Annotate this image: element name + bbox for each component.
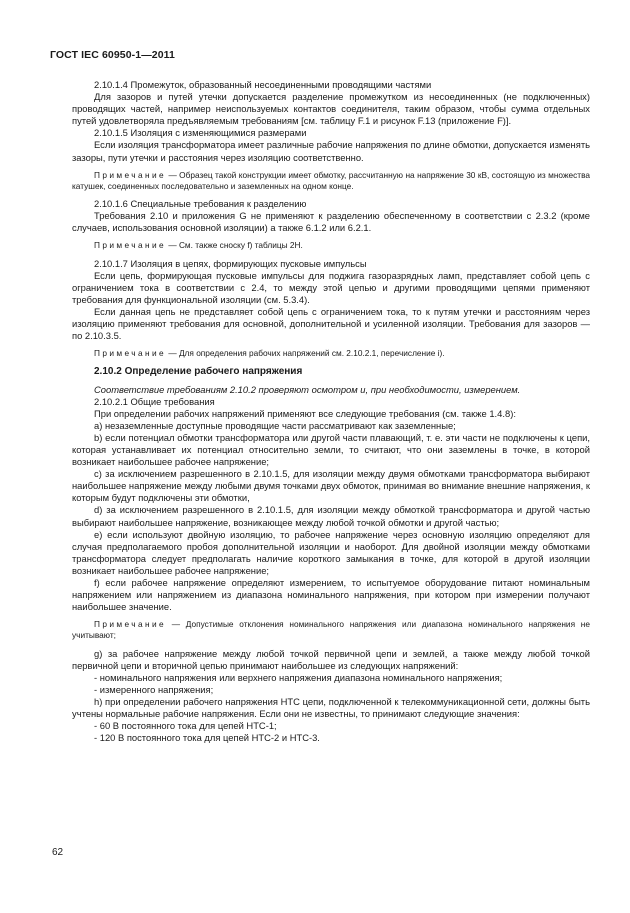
paragraph: Для зазоров и путей утечки допускается разделение промежутком из несоединенных (не подключенных) проводящих частей, например неиспользуемых контактов соединителя, таким образом, чтобы сумма отдельных путей удовлетворяла предъявляемым требованиям [см. таблицу F.1 и рисунок F.13 (приложение F)]. — [72, 91, 590, 127]
note-label: Примечание — [94, 169, 167, 180]
list-item-a: а) незаземленные доступные проводящие части рассматривают как заземленные; — [94, 419, 456, 431]
note-label: Примечание — [94, 619, 167, 630]
sub-item: - измеренного напряжения; — [94, 683, 214, 695]
note-text: — См. также сноску f) таблицы 2Н. — [166, 240, 303, 251]
clause-2-10-2-1-title: 2.10.2.1 Общие требования — [94, 395, 215, 407]
sub-item: - 60 В постоянного тока для цепей НТС-1; — [94, 720, 277, 732]
clause-2-10-1-5-title: 2.10.1.5 Изоляция с изменяющимися размерами — [94, 127, 307, 139]
note — [72, 619, 590, 641]
list-item-f: f) если рабочее напряжение определяют измерением, то испытуемое оборудование питают номинальным напряжением или напряжением из диапазона номинального напряжения, при котором при измерении получают наибольшее значение. — [72, 577, 590, 613]
clause-2-10-1-7-title: 2.10.1.7 Изоляция в цепях, формирующих пусковые импульсы — [94, 257, 367, 269]
list-item-g: g) за рабочее напряжение между любой точкой первичной цепи и землей, а также между любой точкой первичной цепи и вторичной цепью принимают наибольшее из следующих напряжений: — [72, 647, 590, 671]
compliance-statement: Соответствие требованиям 2.10.2 проверяют осмотром и, при необходимости, измерением. — [94, 383, 521, 395]
paragraph: При определении рабочих напряжений применяют все следующие требования (см. также 1.4.8): — [94, 407, 516, 419]
clause-2-10-1-6-title: 2.10.1.6 Специальные требования к разделению — [94, 198, 307, 210]
document-body — [72, 79, 590, 744]
document-header: ГОСТ IEC 60950-1—2011 — [50, 49, 175, 61]
note-text: — Допустимые отклонения номинального напряжения или диапазона номинального напряжения не учитывают; — [72, 619, 590, 641]
note — [72, 170, 590, 192]
note — [72, 348, 590, 359]
paragraph: Если изоляция трансформатора имеет различные рабочие напряжения по длине обмотки, допускается изменять зазоры, пути утечки и расстояния через изоляцию соответственно. — [72, 139, 590, 163]
note-label: Примечание — [94, 240, 167, 251]
paragraph: Если цепь, формирующая пусковые импульсы для поджига газоразрядных ламп, представляет собой цепь с ограничением тока в соответствии с 2.4, то между этой цепью и другими проводящими цепями применяют требования для функциональной изоляции (см. 5.3.4). — [72, 269, 590, 305]
page-number: 62 — [52, 847, 64, 858]
sub-item: - 120 В постоянного тока для цепей НТС-2 и НТС-3. — [94, 732, 320, 744]
note-label: Примечание — [94, 348, 167, 359]
clause-2-10-1-4-title: 2.10.1.4 Промежуток, образованный несоединенными проводящими частями — [94, 79, 432, 90]
section-2-10-2-title: 2.10.2 Определение рабочего напряжения — [94, 366, 303, 378]
note-text: — Образец такой конструкции имеет обмотку, рассчитанную на напряжение 30 кВ, состоящую из множества катушек, соединенных последовательно и заземленных на одном конце. — [72, 169, 590, 191]
note-text: — Для определения рабочих напряжений см. 2.10.2.1, перечисление i). — [166, 348, 445, 359]
list-item-c: с) за исключением разрешенного в 2.10.1.5, для изоляции между двумя обмотками трансформатора выбирают наибольшее напряжение между любыми двумя точками двух обмоток, принимая во внимание внешние напряжения, к которым будут подключены эти обмотки, — [72, 468, 590, 504]
paragraph: Требования 2.10 и приложения G не применяют к разделению обеспеченному в соответствии с 2.3.2 (кроме случаев, использования основной изоляции) а также 6.1.2 или 6.2.1. — [72, 210, 590, 234]
list-item-d: d) за исключением разрешенного в 2.10.1.5, для изоляции между обмоткой трансформатора и другой частью выбирают наибольшее напряжение, возникающее между любой точкой обмотки и другой частью; — [72, 504, 590, 528]
sub-item: - номинального напряжения или верхнего напряжения диапазона номинального напряжения; — [94, 671, 503, 683]
list-item-e: е) если используют двойную изоляцию, то рабочее напряжение через основную изоляцию определяют для случая предполагаемого пробоя дополнительной изоляции и наоборот. Для двойной изоляции между обмотками трансформатора следует предполагать наличие короткого замыкания в точке, для которой в другой изоляции возникает наибольшее рабочее напряжение; — [72, 528, 590, 576]
list-item-b: b) если потенциал обмотки трансформатора или другой части плавающий, т. е. эти части не подключены к цепи, которая устанавливает их потенциал относительно земли, то считают, что они заземлены в точке, в которой возникает наибольшее рабочее напряжение; — [72, 431, 590, 468]
paragraph: Если данная цепь не представляет собой цепь с ограничением тока, то к путям утечки и расстояниям через изоляцию применяют требования для основной, дополнительной и усиленной изоляции. Требования для зазоров — по 2.10.3.5. — [72, 305, 590, 342]
note — [72, 240, 590, 251]
list-item-h: h) при определении рабочего напряжения НТС цепи, подключенной к телекоммуникационной сети, должны быть учтены нормальные рабочие напряжения. Если они не известны, то принимают следующие значения: — [72, 696, 590, 720]
